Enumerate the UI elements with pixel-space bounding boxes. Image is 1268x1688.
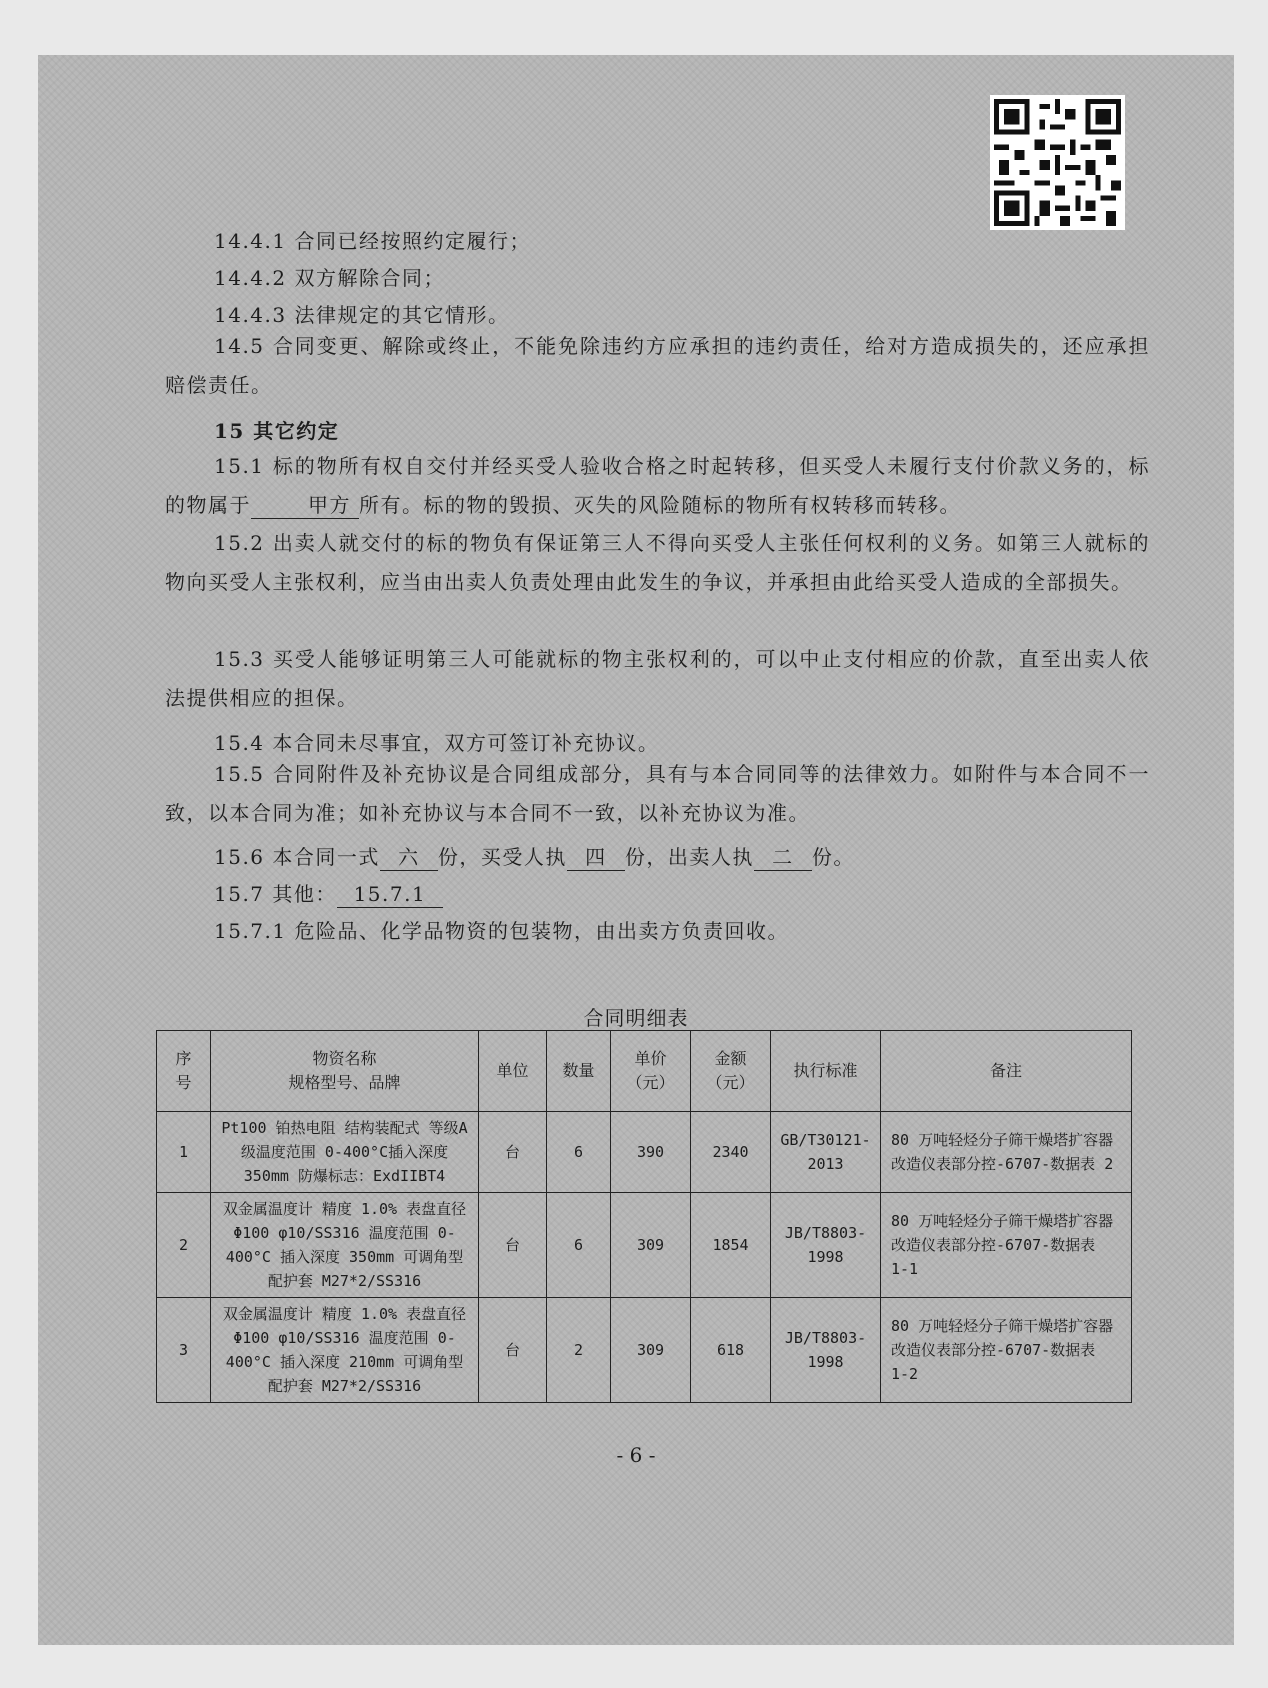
clause-15-6-b: 份，买受人执: [437, 845, 567, 869]
section-15-title: 15 其它约定: [214, 419, 340, 443]
clause-15-2: 15.2 出卖人就交付的标的物负有保证第三人不得向买受人主张任何权利的义务。如第三人就标的物向买受人主张权利，应当由出卖人负责处理由此发生的争议，并承担由此给买受人造成的全部损失。: [165, 531, 1150, 594]
cell-amount: 2340: [691, 1112, 771, 1193]
contract-detail-table: [156, 1030, 1132, 1403]
header-qty: 数量: [547, 1031, 611, 1112]
clause-15-1: [165, 447, 1150, 525]
header-name-line1: 物资名称: [312, 1049, 377, 1068]
cell-amount: 618: [691, 1298, 771, 1403]
header-amount: [691, 1031, 771, 1112]
header-remark: 备注: [881, 1031, 1132, 1112]
cell-seq: 1: [157, 1112, 211, 1193]
header-name-line2: 规格型号、品牌: [288, 1073, 401, 1092]
table-header-row: [157, 1031, 1132, 1112]
cell-qty: 6: [547, 1193, 611, 1298]
qr-code: [990, 95, 1125, 230]
copies-buyer-blank: 四: [567, 844, 625, 871]
cell-price: 309: [611, 1193, 691, 1298]
clause-15-6-c: 份，出卖人执: [624, 845, 754, 869]
clause-14-4-2: 14.4.2 双方解除合同；: [214, 266, 445, 290]
copies-total-blank: 六: [380, 844, 438, 871]
clause-15-1-post: 所有。标的物的毁损、灭失的风险随标的物所有权转移而转移。: [359, 493, 961, 517]
clause-15-7-1: 15.7.1 危险品、化学品物资的包装物，由出卖方负责回收。: [214, 919, 789, 943]
clause-15-6-d: 份。: [811, 845, 855, 869]
cell-remark: 80 万吨轻烃分子筛干燥塔扩容器改造仪表部分控-6707-数据表 2: [881, 1112, 1132, 1193]
cell-seq: 3: [157, 1298, 211, 1403]
cell-standard: GB/T30121-2013: [771, 1112, 881, 1193]
clause-14-4-3: 14.4.3 法律规定的其它情形。: [214, 303, 510, 327]
clause-15-4: 15.4 本合同未尽事宜，双方可签订补充协议。: [214, 731, 660, 755]
header-seq: 序号: [157, 1031, 211, 1112]
cell-unit: 台: [479, 1193, 547, 1298]
header-price-line1: 单价: [634, 1049, 667, 1068]
cell-name: 双金属温度计 精度 1.0% 表盘直径Φ100 φ10/SS316 温度范围 0-400°C 插入深度 210mm 可调角型 配护套 M27*2/SS316: [211, 1298, 479, 1403]
cell-amount: 1854: [691, 1193, 771, 1298]
header-name: [211, 1031, 479, 1112]
header-unit: 单位: [479, 1031, 547, 1112]
header-price-line2: （元）: [626, 1073, 675, 1092]
page-number: - 6 -: [616, 1443, 656, 1467]
clause-14-5: 14.5 合同变更、解除或终止，不能免除违约方应承担的违约责任，给对方造成损失的，还应承担赔偿责任。: [165, 334, 1150, 397]
cell-seq: 2: [157, 1193, 211, 1298]
cell-standard: JB/T8803-1998: [771, 1193, 881, 1298]
clause-15-1-pre: 15.1 标的物所有权自交付并经买受人验收合格之时起转移，但买受人未履行支付价款义务的，标的物属于: [165, 454, 1150, 517]
copies-seller-blank: 二: [754, 844, 812, 871]
cell-qty: 6: [547, 1112, 611, 1193]
header-amount-line1: 金额: [714, 1049, 747, 1068]
cell-remark: 80 万吨轻烃分子筛干燥塔扩容器改造仪表部分控-6707-数据表 1-2: [881, 1298, 1132, 1403]
cell-name: 双金属温度计 精度 1.0% 表盘直径Φ100 φ10/SS316 温度范围 0-400°C 插入深度 350mm 可调角型 配护套 M27*2/SS316: [211, 1193, 479, 1298]
header-price: [611, 1031, 691, 1112]
cell-standard: JB/T8803-1998: [771, 1298, 881, 1403]
table-title: 合同明细表: [583, 1006, 689, 1030]
cell-remark: 80 万吨轻烃分子筛干燥塔扩容器改造仪表部分控-6707-数据表 1-1: [881, 1193, 1132, 1298]
cell-unit: 台: [479, 1298, 547, 1403]
clause-15-7-label: 15.7 其他：: [214, 882, 337, 906]
cell-qty: 2: [547, 1298, 611, 1403]
clause-15-6-a: 15.6 本合同一式: [214, 845, 380, 869]
other-blank: 15.7.1: [337, 881, 443, 908]
table-row: [157, 1193, 1132, 1298]
cell-name: Pt100 铂热电阻 结构装配式 等级A级温度范围 0-400°C插入深度 350mm 防爆标志：ExdIIBT4: [211, 1112, 479, 1193]
owner-blank: 甲方: [251, 492, 359, 519]
clause-14-4-1: 14.4.1 合同已经按照约定履行；: [214, 229, 531, 253]
cell-unit: 台: [479, 1112, 547, 1193]
clause-15-3: 15.3 买受人能够证明第三人可能就标的物主张权利的，可以中止支付相应的价款，直至出卖人依法提供相应的担保。: [165, 647, 1150, 710]
header-amount-line2: （元）: [706, 1073, 755, 1092]
document-page: [38, 55, 1234, 1645]
clause-15-5: 15.5 合同附件及补充协议是合同组成部分，具有与本合同同等的法律效力。如附件与本合同不一致，以本合同为准；如补充协议与本合同不一致，以补充协议为准。: [165, 762, 1150, 825]
cell-price: 390: [611, 1112, 691, 1193]
header-standard: 执行标准: [771, 1031, 881, 1112]
clause-15-6: [214, 841, 855, 871]
table-row: [157, 1112, 1132, 1193]
cell-price: 309: [611, 1298, 691, 1403]
clause-15-7: [214, 878, 443, 908]
table-row: [157, 1298, 1132, 1403]
